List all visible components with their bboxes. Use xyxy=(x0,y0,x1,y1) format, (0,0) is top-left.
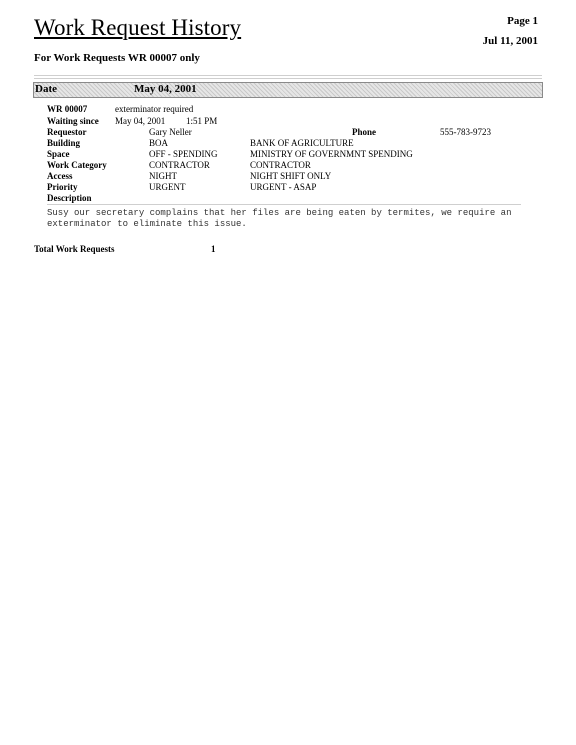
page-number: Page 1 xyxy=(507,15,538,27)
report-date: Jul 11, 2001 xyxy=(482,35,538,47)
total-work-requests-value: 1 xyxy=(211,244,216,254)
waiting-since-time: 1:51 PM xyxy=(186,116,218,126)
date-group-label: Date xyxy=(35,83,57,95)
access-name: NIGHT SHIFT ONLY xyxy=(250,171,332,181)
priority-name: URGENT - ASAP xyxy=(250,182,317,192)
requestor-value: Gary Neller xyxy=(149,127,192,137)
phone-label: Phone xyxy=(352,127,377,137)
description-text: Susy our secretary complains that her files are being eaten by termites, we require an exterminator to eliminate this issue. xyxy=(47,208,512,229)
building-name: BANK OF AGRICULTURE xyxy=(250,138,354,148)
description-label: Description xyxy=(47,193,92,203)
access-label: Access xyxy=(47,171,73,181)
waiting-since-date: May 04, 2001 xyxy=(115,116,166,126)
date-group-value: May 04, 2001 xyxy=(134,83,197,95)
requestor-label: Requestor xyxy=(47,127,87,137)
report-title: Work Request History xyxy=(34,15,242,40)
space-code: OFF - SPENDING xyxy=(149,149,218,159)
work-category-code: CONTRACTOR xyxy=(149,160,210,170)
description-divider xyxy=(47,204,521,205)
total-work-requests-label: Total Work Requests xyxy=(34,244,115,254)
request-summary: exterminator required xyxy=(115,104,194,114)
header-divider-secondary xyxy=(34,78,542,79)
priority-code: URGENT xyxy=(149,182,186,192)
phone-value: 555-783-9723 xyxy=(440,127,491,137)
priority-label: Priority xyxy=(47,182,78,192)
header-divider xyxy=(34,75,542,76)
report-subtitle: For Work Requests WR 00007 only xyxy=(34,52,200,64)
work-category-label: Work Category xyxy=(47,160,107,170)
date-group-band xyxy=(33,82,543,98)
building-code: BOA xyxy=(149,138,169,148)
building-label: Building xyxy=(47,138,81,148)
access-code: NIGHT xyxy=(149,171,177,181)
work-category-name: CONTRACTOR xyxy=(250,160,311,170)
request-id: WR 00007 xyxy=(47,104,88,114)
space-label: Space xyxy=(47,149,70,159)
waiting-since-label: Waiting since xyxy=(47,116,99,126)
space-name: MINISTRY OF GOVERNMNT SPENDING xyxy=(250,149,413,159)
